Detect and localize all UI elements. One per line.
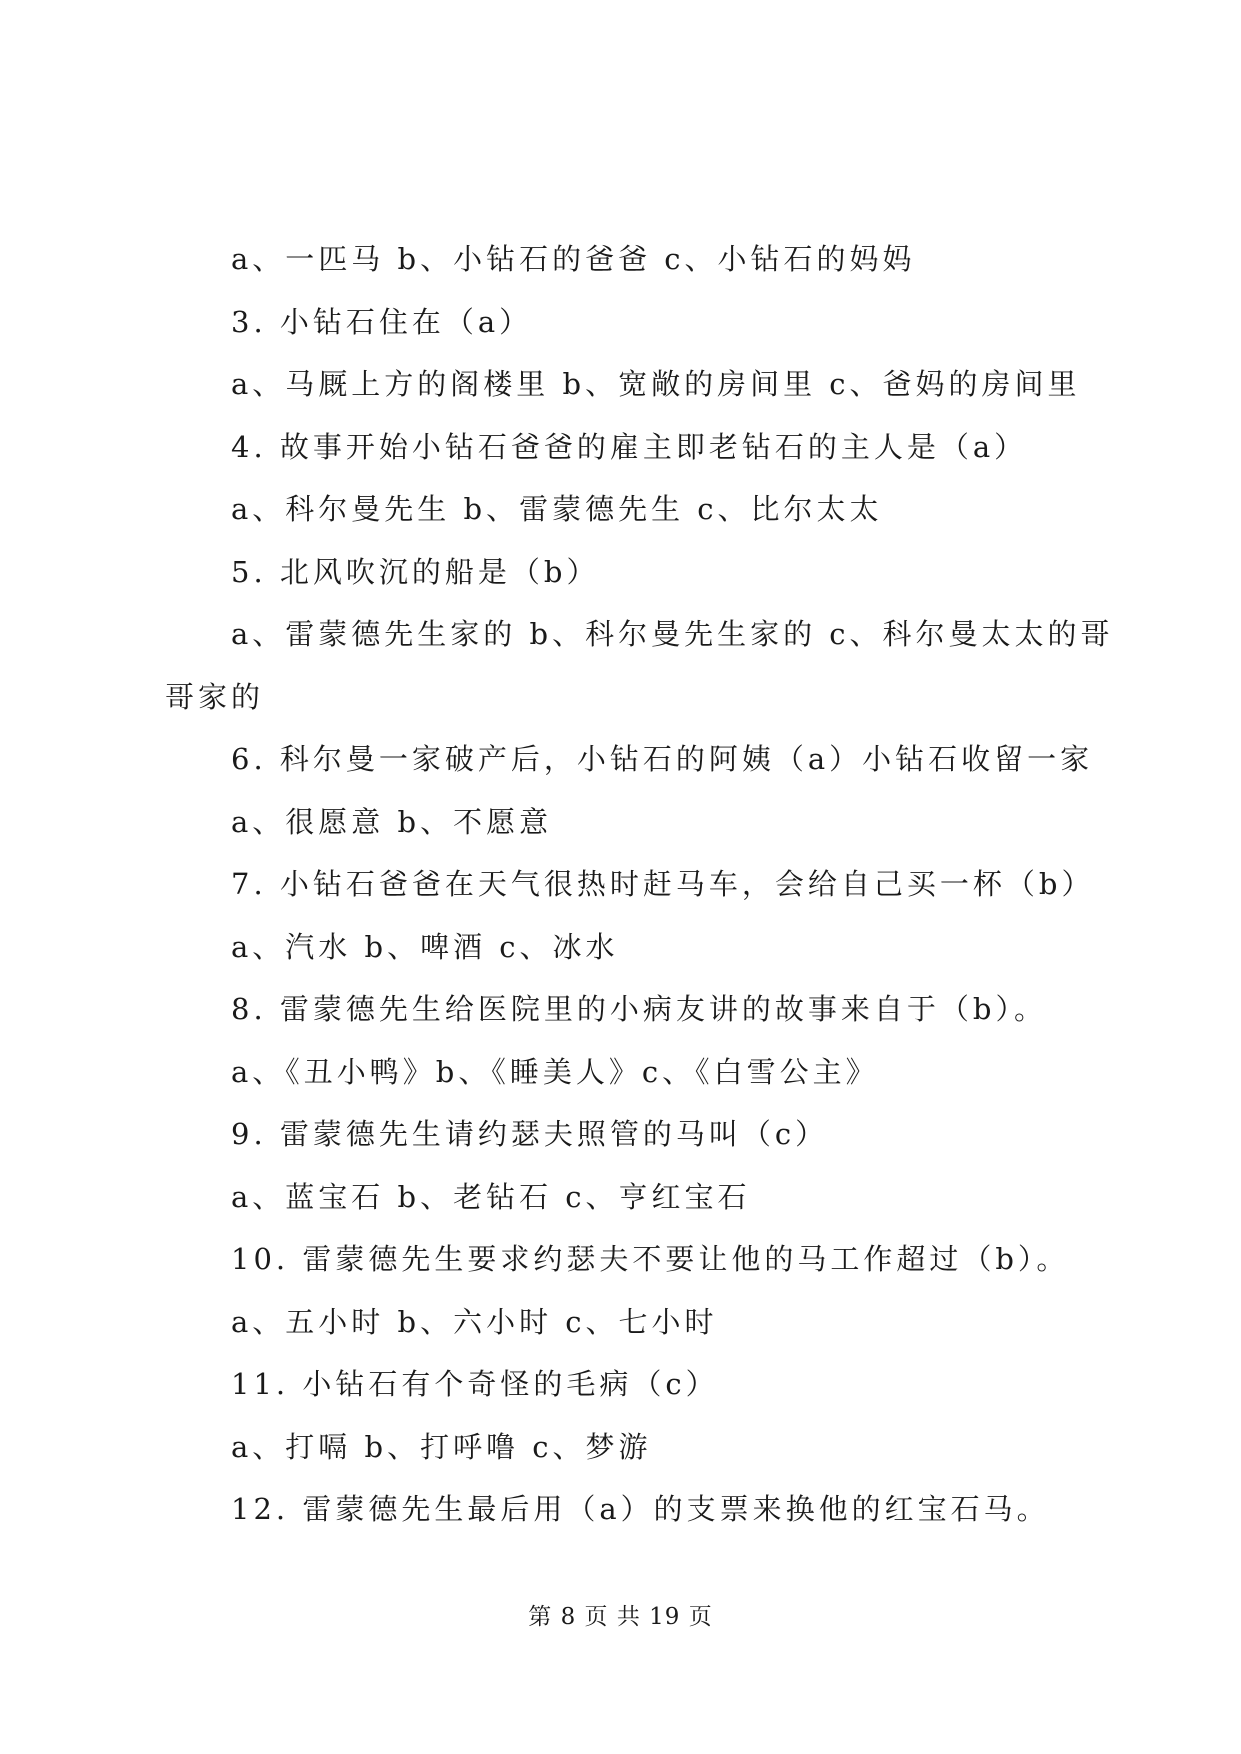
question-line: 8. 雷蒙德先生给医院里的小病友讲的故事来自于（b）。 [231, 992, 1047, 1026]
text-line: a、蓝宝石 b、老钻石 c、亨红宝石 [231, 1179, 751, 1214]
question-line: 5. 北风吹沉的船是（b） [231, 554, 600, 589]
text-line-continuation: 哥家的 [165, 679, 265, 714]
text-line: a、汽水 b、啤酒 c、冰水 [231, 929, 619, 964]
question-line: 10. 雷蒙德先生要求约瑟夫不要让他的马工作超过（b）。 [231, 1242, 1070, 1276]
question-line: 12. 雷蒙德先生最后用（a）的支票来换他的红宝石马。 [231, 1492, 1050, 1526]
page-number-footer: 第 8 页 共 19 页 [528, 1604, 713, 1630]
text-line: a、马厩上方的阁楼里 b、宽敞的房间里 c、爸妈的房间里 [231, 367, 1081, 401]
text-line: a、雷蒙德先生家的 b、科尔曼先生家的 c、科尔曼太太的哥 [231, 617, 1114, 651]
question-line: 6. 科尔曼一家破产后，小钻石的阿姨（a）小钻石收留一家 [231, 742, 1094, 776]
text-line: a、一匹马 b、小钻石的爸爸 c、小钻石的妈妈 [231, 242, 916, 276]
text-line: a、《丑小鸭》b、《睡美人》c、《白雪公主》 [231, 1054, 879, 1089]
text-line: a、打嗝 b、打呼噜 c、梦游 [231, 1429, 652, 1464]
text-line: a、很愿意 b、不愿意 [231, 804, 553, 839]
text-line: a、五小时 b、六小时 c、七小时 [231, 1304, 718, 1339]
question-line: 9. 雷蒙德先生请约瑟夫照管的马叫（c） [231, 1117, 829, 1151]
question-line: 11. 小钻石有个奇怪的毛病（c） [231, 1367, 719, 1401]
question-line: 7. 小钻石爸爸在天气很热时赶马车，会给自己买一杯（b） [231, 867, 1095, 901]
document-body [165, 228, 1114, 1541]
text-line: a、科尔曼先生 b、雷蒙德先生 c、比尔太太 [231, 492, 883, 526]
question-line: 4. 故事开始小钻石爸爸的雇主即老钻石的主人是（a） [231, 429, 1028, 464]
question-line: 3. 小钻石住在（a） [231, 304, 533, 339]
